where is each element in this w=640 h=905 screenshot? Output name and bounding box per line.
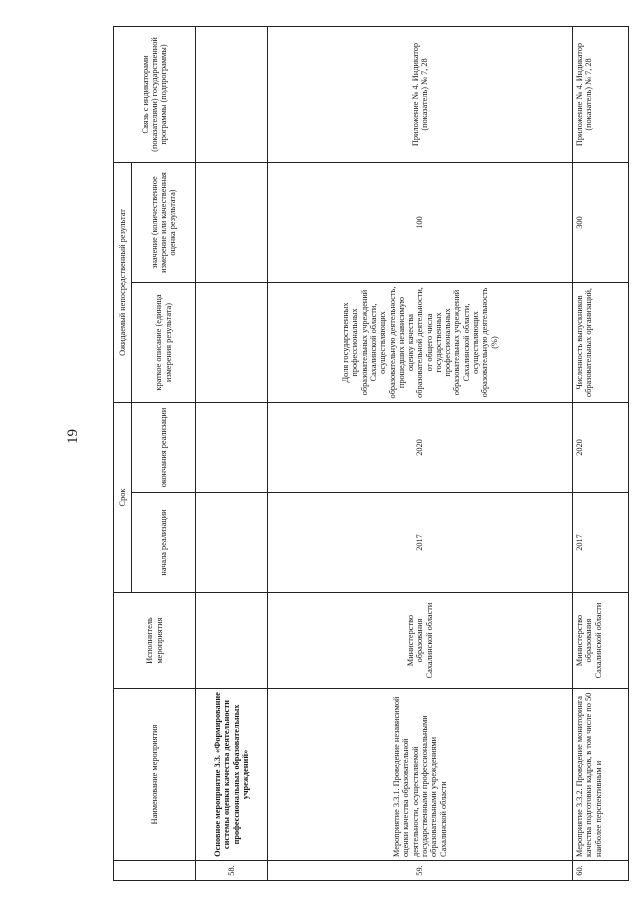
executor: Министерство образования Сахалинской области <box>268 593 573 689</box>
result-description: Доля государственных профессиональных образовательных учреждений Сахалинской области, осуществляющих образовательную деятельность, прошедших независимую оценку качества образовательной деятельности, от общего числа государственных профессиональных образовательных учреждений Сахалинской области, осуществляющих образовательную деятельность (%) <box>268 283 573 403</box>
result-value: 300 <box>573 163 629 283</box>
indicator-link <box>196 27 268 163</box>
header-result: Ожидаемый непосредственный результат <box>114 163 132 403</box>
executor: Министерство образования Сахалинской области <box>573 593 629 689</box>
result-value: 100 <box>268 163 573 283</box>
activity-name: Мероприятие 3.3.1. Проведение независимой оценки качества образовательной деятельности, осуществляемой государственными профессиональными образовательными учреждениями Сахалинской области <box>268 689 573 861</box>
header-end: окончания реализации <box>132 403 196 493</box>
activities-table <box>113 26 629 881</box>
activity-name: Мероприятие 3.3.2. Проведение мониторинга качества подготовки кадров, в том числе по 50 наиболее перспективным и <box>573 689 629 861</box>
end-year: 2020 <box>268 403 573 493</box>
header-executor: Исполнитель мероприятия <box>114 593 196 689</box>
row-number: 58. <box>196 861 268 881</box>
end-year <box>196 403 268 493</box>
header-index <box>114 861 196 881</box>
table-row <box>268 27 573 881</box>
row-number: 59. <box>268 861 573 881</box>
end-year: 2020 <box>573 403 629 493</box>
header-name: Наименование мероприятия <box>114 689 196 861</box>
header-term: Срок <box>114 403 132 593</box>
table-row <box>196 27 268 881</box>
header-link: Связь с индикаторами (показателями) государственной программы (подпрограммы) <box>114 27 196 163</box>
result-description: Численность выпускников образовательных организаций, <box>573 283 629 403</box>
row-number: 60. <box>573 861 629 881</box>
start-year: 2017 <box>573 493 629 593</box>
page-number: 19 <box>65 429 81 444</box>
indicator-link: Приложение № 4. Индикатор (показатель) № 7, 28 <box>268 27 573 163</box>
start-year <box>196 493 268 593</box>
activity-name: Основное мероприятие 3.3. «Формирование системы оценки качества деятельности профессиональных образовательных учреждений» <box>196 689 268 861</box>
start-year: 2017 <box>268 493 573 593</box>
rotated-table-container <box>113 27 629 881</box>
result-value <box>196 163 268 283</box>
header-start: начала реализации <box>132 493 196 593</box>
executor <box>196 593 268 689</box>
table-row <box>573 27 629 881</box>
result-description <box>196 283 268 403</box>
header-value: значение (количественное измерение или качественная оценка результата) <box>132 163 196 283</box>
header-description: краткое описание (единица измерения результата) <box>132 283 196 403</box>
indicator-link: Приложение № 4. Индикатор (показатель) № 7, 28 <box>573 27 629 163</box>
